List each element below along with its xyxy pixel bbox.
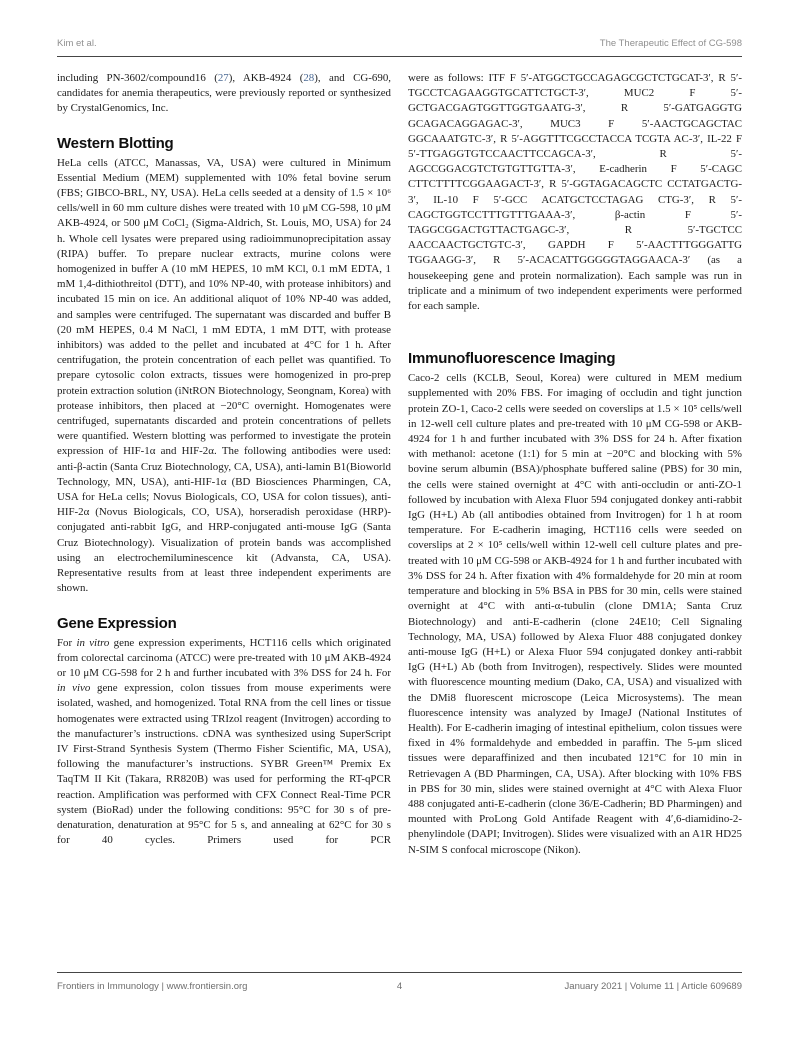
- page-footer: [57, 972, 742, 992]
- citation-link[interactable]: 28: [303, 72, 315, 84]
- paragraph-pcr-primers: were as follows: ITF F 5′-ATGGCTGCCAGAGCGCTCTGCAT-3′, R 5′-TGCCTCAGAAGGTGCATTCTGCT-3′, MUC2 F 5′-GCTGACGAGTGGTTGGTGAATG-3′, R 5′-GATGAGGTG GCAGACAGGAGAC-3′, MUC3 F 5′-AACTGCAGCTAC GGCAAATGTC-3′, R 5′-AGGTTTCGCCTACCA TCGTA AC-3′, IL-22 F 5′-TTGAGGTGTCCAACTTCCAGCA-3′, R 5′-AGCCGGACGTCTGTGTTGTTA-3′, E-cadherin F 5′-CAGC CTTCTTTTCGGAAGACT-3′, R 5′-GGTAGACAGCTC CCTATGACTG-3′, IL-10 F 5′-GCC ACATGCTCCTAGAG CTG-3′, R 5′-CAGCTGGTCCTTTGTTTGAAA-3′, β-actin F 5′-TAGGCGGACTGTTACTGAGC-3′, R 5′-TGCTCC AACCAACTGCTGTC-3′, GAPDH F 5′-AACTTTGGGATTG TGGAAGG-3′, R 5′-ACACATTGGGGGTAGGAACA-3′ (as a housekeeping gene and protein normalization). Each sample was run in triplicate and a minimum of two independent experiments were performed for each sample.: [408, 72, 742, 313]
- citation-link[interactable]: 27: [217, 72, 229, 84]
- footer-site-link[interactable]: www.frontiersin.org: [166, 981, 248, 992]
- footer-journal-name: Frontiers in Immunology: [57, 981, 159, 992]
- left-column: [57, 71, 391, 858]
- right-column: [408, 71, 742, 858]
- paragraph-gene-expression: For in vitro gene expression experiments, HCT116 cells which originated from colorectal carcinoma (ATCC) were pre-treated with 10 μM AKB-4924 or 10 μM CG-598 for 2 h and further incubated with 3% DSS for 24 h. For in vivo gene expression, colon tissues from mouse experiments were isolated, washed, and homogenized. Total RNA from the cell lines or tissue homogenates were extracted using TRIzol reagent (Invitrogen) according to the manufacturer’s instructions. cDNA was synthesized using SuperScript IV First-Strand Synthesis System (Thermo Fisher Scientific, MA, USA), following the manufacturer’s instructions. SYBR Green™ Premix Ex TaqTM II Kit (Takara, RR820B) was used for performing the RT-qPCR reaction. Amplification was performed with CFX Connect Real-Time PCR system (BioRad) under the following conditions: 95°C for 30 s of pre-denaturation, denaturation at 95°C for 5 s, and annealing at 62°C for 30 s for 40 cycles. Primers used for PCR: [57, 636, 391, 847]
- paragraph-western-blotting: HeLa cells (ATCC, Manassas, VA, USA) were cultured in Minimum Essential Medium (MEM) supplemented with 10% fetal bovine serum (FBS; GIBCO-BRL, NY, USA). HeLa cells seeded at a density of 1.5 × 10⁶ cells/well in 60 mm culture dishes were treated with 10 μM CG-598, 10 μM AKB-4924, or 500 μM CoCl₂ (Sigma-Aldrich, St. Louis, MO, USA) for 24 h. Whole cell lysates were prepared using radioimmunoprecipitation assay (RIPA) buffer. To prepare nuclear extracts, murine colons were homogenized in buffer A (10 mM HEPES, 10 mM KCl, 0.1 mM EDTA, 1 mM 1,4-dithiothreitol (DTT), and 10% NP-40, with protease inhibitors) and incubated 15 min on ice. An additional aliquot of 10% NP-40 was added, and samples were centrifuged. The supernatant was discarded and buffer B (20 mM HEPES, 0.4 M NaCl, 1 mM EDTA, 1 mM DTT, with protease inhibitors) was added to the pellet and incubated at 4°C for 1 h. After centrifugation, the protein concentration of each pellet was quantified. To prepare cytosolic colon extracts, tissues were homogenized in pro-prep protein extraction solution (iNtRON Biotechnology, Seongnam, Korea) with protease inhibitors, then placed at −20°C overnight. Homogenates were centrifuged, supernatants discarded and protein concentrations of pellets were quantified. Western blotting was performed to investigate the protein expression of HIF-1α and HIF-2α. The following antibodies were used: anti-β-actin (Santa Cruz Biotechnology, CA, USA), anti-lamin B1(Bioworld Technology, MN, USA), anti-HIF-1α (BD Biosciences Pharmingen, CA, USA for HeLa cells; Novus Biologicals, CO, USA for colon tissues), anti-HIF-2α (Novus Biologicals, CO, USA), horseradish peroxidase (HRP)-conjugated anti-rabbit IgG, and HRP-conjugated anti-mouse IgG (Santa Cruz Biotechnology). Visualization of protein bands was accomplished using an electrochemiluminescence kit (Advansta, CA, USA). Representative results from at least three independent experiments are shown.: [57, 156, 391, 595]
- footer-journal: [57, 981, 247, 992]
- heading-western-blotting: Western Blotting: [57, 134, 174, 152]
- footer-page-number: 4: [396, 981, 403, 992]
- article-body: [57, 71, 742, 858]
- running-head: [57, 38, 742, 57]
- paragraph-intro: including PN-3602/compound16 (27), AKB-4924 (28), and CG-690, candidates for anemia therapeutics, were previously reported or synthesized by CrystalGenomics, Inc.: [57, 72, 391, 115]
- footer-issue: January 2021 | Volume 11 | Article 609689: [564, 981, 742, 992]
- footer-separator: |: [161, 981, 165, 992]
- heading-gene-expression: Gene Expression: [57, 614, 177, 632]
- running-title: The Therapeutic Effect of CG-598: [599, 38, 742, 49]
- paragraph-immunofluorescence: Caco-2 cells (KCLB, Seoul, Korea) were cultured in MEM medium supplemented with 20% FBS. For imaging of occludin and tight junction protein ZO-1, Caco-2 cells were seeded on coverslips at 1.5 × 10⁵ cells/well in 12-well cell culture plates and pre-treated with 10 μM CG-598 or AKB-4924 for 1 h and further incubated with 3% DSS for 24 h. After fixation with methanol: acetone (1:1) for 5 min at −20°C and blocking with 5% bovine serum albumin (BSA)/phosphate buffered saline (PBS) for 30 min, the cells were stained overnight at 4°C with anti-occludin or anti-ZO-1 followed by incubation with Alexa Fluor 594 conjugated donkey anti-rabbit IgG (H+L) Ab (all antibodies obtained from Invitrogen) for 1 h at room temperature. For E-cadherin imaging, HCT116 cells were seeded on coverslips at 2 × 10⁵ cells/well within 12-well cell culture plates and pre-treated with 10 μM CG-598 or AKB-4924 for 1 h and further incubated with 3% DSS for 24 h. After fixation with 4% formaldehyde for 20 min at room temperature and blocking in 5% BSA in PBS for 30 min, cells were stained overnight at 4°C with anti-α-tubulin (clone DM1A; Santa Cruz Biotechnology) and anti-E-cadherin (clone 24E10; Cell Signaling Technology, MA, USA) followed by Alexa Fluor 488 conjugated donkey anti-mouse IgG (H+L) or Alexa Fluor 594 conjugated donkey anti-rabbit IgG (H+L) Ab (both from Invitrogen), respectively. Slides were mounted with fluorescence mounting medium (Dako, CA, USA) and visualized with the DMi8 fluorescent microscope (Leica Microsystems). The mean fluorescence intensity was analyzed by ImageJ (National Institutes of Health). For E-cadherin imaging of intestinal epithelium, colon tissues were fixed in 4% formaldehyde and embedded in paraffin. The 5-μm sliced tissues were deparaffinized and then incubated 121°C for 10 min in Retrievagen A (BD Pharmingen, CA, USA). After blocking with 10% FBS in PBS for 30 min, slides were stained overnight at 4°C with Alexa Fluor 488 conjugated anti-E-cadherin (clone 36/E-Cadherin; BD Pharmingen) and mounted with ProLong Gold Antifade Reagent with 4′,6-diamidino-2-phenylindole (DAPI; Invitrogen). Slides were visualized with an A1R HD25 N-SIM S confocal microscope (Nikon).: [408, 372, 742, 856]
- running-author: Kim et al.: [57, 38, 97, 49]
- heading-immunofluorescence-imaging: Immunofluorescence Imaging: [408, 350, 616, 368]
